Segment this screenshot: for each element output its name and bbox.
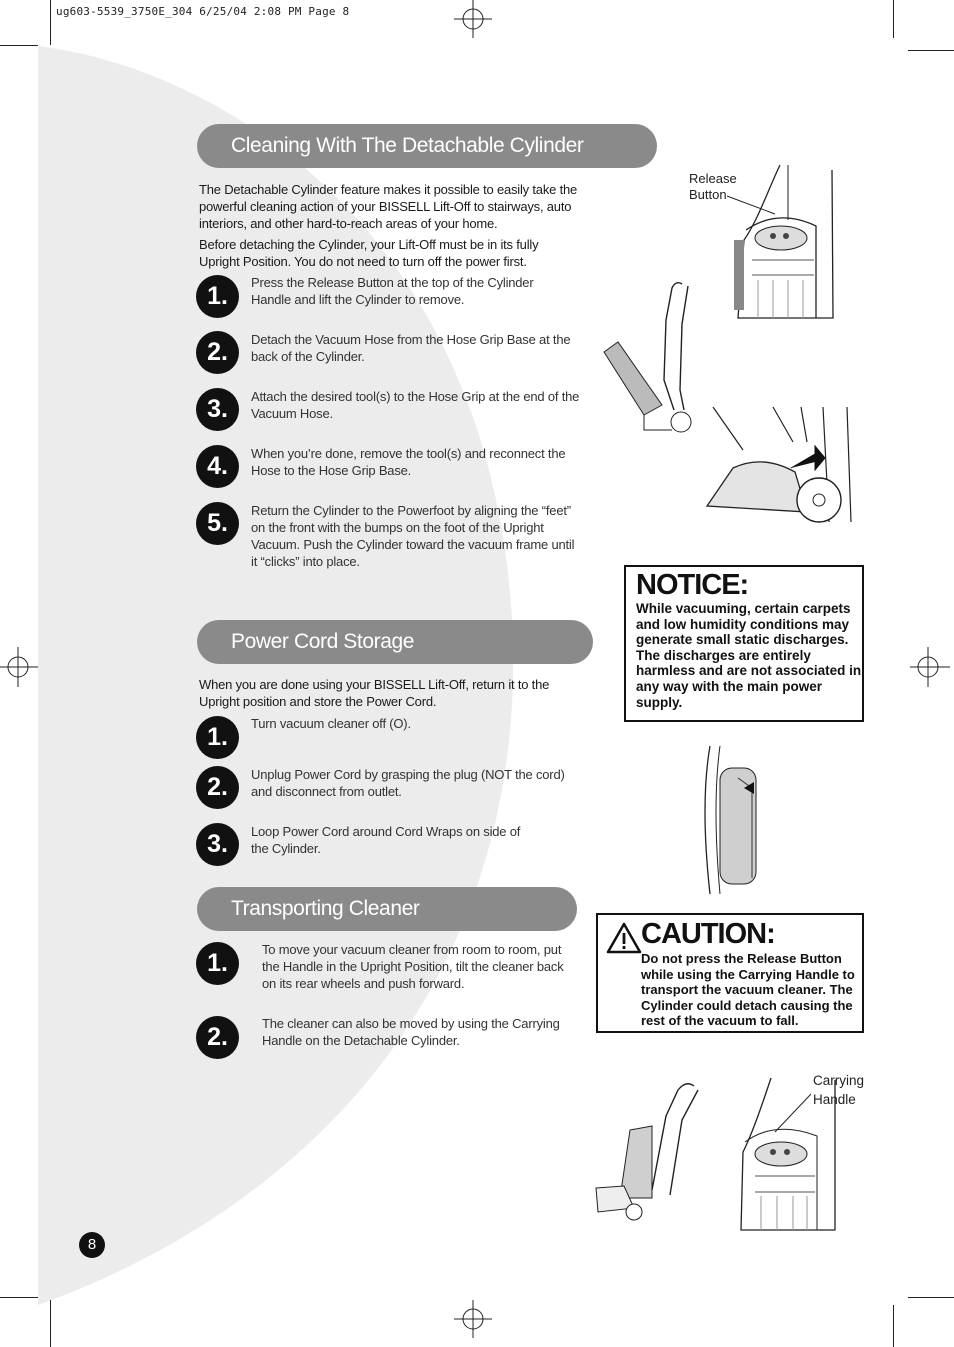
caution-box <box>596 913 864 1033</box>
caution-body: Do not press the Release Button while using the Carrying Handle to transport the vacuum cleaner. The Cylinder could detach causing the rest of the vacuum to fall. <box>641 951 855 1029</box>
page-number: 8 <box>79 1232 105 1258</box>
notice-title: NOTICE: <box>636 569 749 601</box>
step-text: Unplug Power Cord by grasping the plug (NOT the cord) and disconnect from outlet. <box>251 767 565 799</box>
step-number-badge: 4. <box>196 445 239 488</box>
label-line: Handle <box>813 1092 856 1107</box>
step-text: To move your vacuum cleaner from room to room, put the Handle in the Upright Position, tilt the cleaner back on its rear wheels and push forward. <box>262 942 564 991</box>
crop-mark <box>50 1300 51 1347</box>
registration-mark-icon <box>910 645 954 689</box>
step-number-badge: 2. <box>196 1016 239 1059</box>
crop-mark <box>893 1305 894 1347</box>
intro-paragraph: Before detaching the Cylinder, your Lift-Off must be in its fully Upright Position. You do not need to turn off the power first. <box>199 237 539 269</box>
print-slug: ug603-5539_3750E_304 6/25/04 2:08 PM Page 8 <box>56 5 350 18</box>
cylinder-return-illustration <box>703 402 855 527</box>
step-number-badge: 1. <box>196 275 239 318</box>
step-text: Turn vacuum cleaner off (O). <box>251 716 411 731</box>
step-text: Loop Power Cord around Cord Wraps on side of the Cylinder. <box>251 824 521 856</box>
step-text: The cleaner can also be moved by using the Carrying Handle on the Detachable Cylinder. <box>262 1016 560 1048</box>
registration-mark-icon <box>452 1300 494 1340</box>
label-leader-line <box>725 190 785 220</box>
crop-mark <box>908 1297 954 1298</box>
step-number-badge: 3. <box>196 388 239 431</box>
registration-mark-icon <box>0 645 40 689</box>
crop-mark <box>0 1297 38 1298</box>
label-line: Release <box>689 171 737 186</box>
crop-mark <box>0 45 38 46</box>
step-text: Return the Cylinder to the Powerfoot by aligning the “feet” on the front with the bumps on the foot of the Upright Vacuum. Push the Cylinder toward the vacuum frame until it “clicks” into place. <box>251 503 575 569</box>
notice-box <box>624 565 864 722</box>
step-number-badge: 2. <box>196 331 239 374</box>
intro-paragraph: The Detachable Cylinder feature makes it possible to easily take the powerful cleaning action of your BISSELL Lift-Off to stairways, auto interiors, and other hard-to-reach areas of your home. <box>199 182 578 231</box>
step-number-badge: 5. <box>196 502 239 545</box>
step-number-badge: 2. <box>196 766 239 809</box>
intro-paragraph: When you are done using your BISSELL Lift-Off, return it to the Upright position and store the Power Cord. <box>199 677 550 709</box>
step-text: When you’re done, remove the tool(s) and reconnect the Hose to the Hose Grip Base. <box>251 446 566 478</box>
warning-triangle-icon <box>606 922 642 954</box>
notice-body: While vacuuming, certain carpets and low humidity conditions may generate small static discharges. The discharges are entirely harmless and are not associated in any way with the main power supply. <box>636 601 862 710</box>
step-text: Detach the Vacuum Hose from the Hose Grip Base at the back of the Cylinder. <box>251 332 571 364</box>
crop-mark <box>893 0 894 38</box>
release-button-illustration <box>718 160 868 325</box>
step-number-badge: 3. <box>196 823 239 866</box>
label-line: Carrying <box>813 1073 865 1088</box>
section-header-transporting-cleaner: Transporting Cleaner <box>197 887 577 931</box>
step-text: Press the Release Button at the top of the Cylinder Handle and lift the Cylinder to remove. <box>251 275 534 307</box>
section-header-power-cord-storage: Power Cord Storage <box>197 620 593 664</box>
crop-mark <box>908 50 954 51</box>
registration-mark-icon <box>452 0 494 40</box>
section-header-detachable-cylinder: Cleaning With The Detachable Cylinder <box>197 124 657 168</box>
label-line: Button <box>689 187 727 202</box>
upright-vacuum-illustration <box>590 1080 700 1225</box>
caution-title: CAUTION: <box>641 918 775 950</box>
crop-mark <box>50 0 51 45</box>
carrying-handle-label <box>813 1071 864 1109</box>
cylinder-detach-illustration <box>596 280 696 435</box>
step-number-badge: 1. <box>196 942 239 985</box>
step-number-badge: 1. <box>196 716 239 759</box>
step-text: Attach the desired tool(s) to the Hose Grip at the end of the Vacuum Hose. <box>251 389 580 421</box>
cord-wrap-illustration <box>698 744 768 900</box>
